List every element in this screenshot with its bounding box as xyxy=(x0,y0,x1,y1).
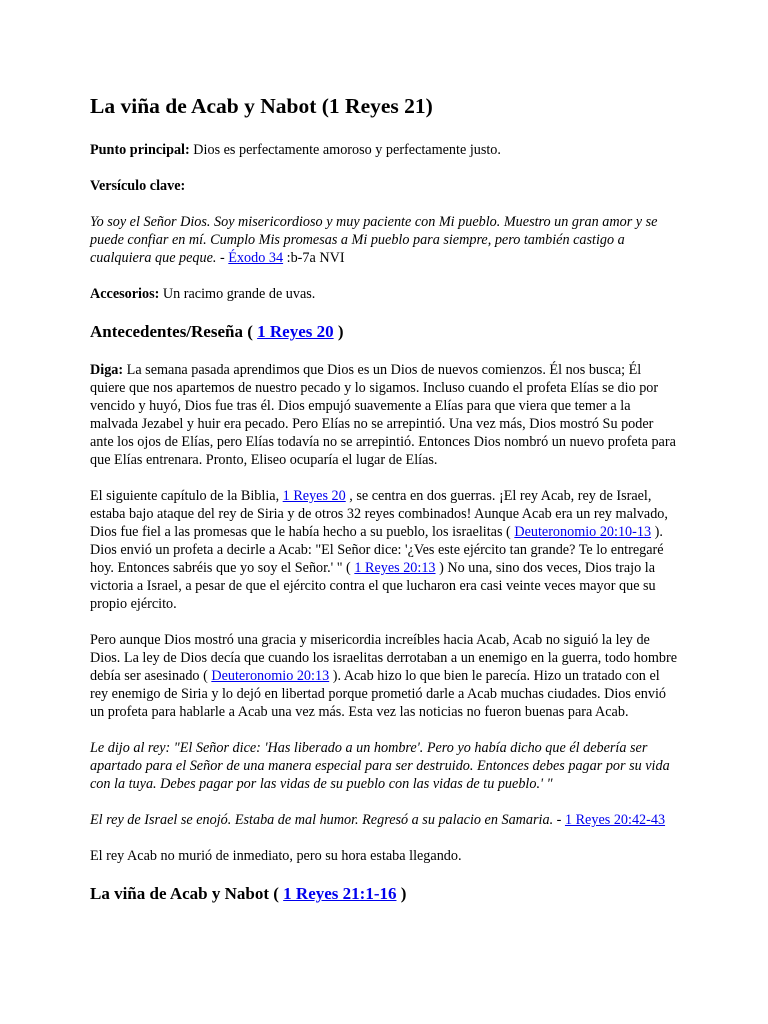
1-reyes-20-heading-link[interactable]: 1 Reyes 20 xyxy=(257,322,334,341)
para2-text-3: ). Dios envió un profeta a decirle a Acab: "El Señor dice: '¿Ves este ejército tan grande? Te lo entregaré hoy. Entonces sabréis que yo soy el Señor.' " ( xyxy=(90,524,664,576)
key-verse-text: Yo soy el Señor Dios. Soy misericordioso y muy paciente con Mi pueblo. Muestro un gran amor y se puede confiar en mí. Cumplo Mis promesas a Mi pueblo para siempre, pero también castigo a cualquiera que peque. xyxy=(90,214,658,266)
section1-prefix: Antecedentes/Reseña ( xyxy=(90,322,258,341)
para2-text-2: , se centra en dos guerras. ¡El rey Acab, rey de Israel, estaba bajo ataque del rey de Siria y de otros 32 reyes combinados! Aunque Acab era un rey malvado, Dios fue fiel a las promesas que le había hecho a su pueblo, los israelitas ( xyxy=(90,488,668,540)
quote2-text: El rey de Israel se enojó. Estaba de mal humor. Regresó a su palacio en Samaria. - xyxy=(90,812,565,828)
diga-text: La semana pasada aprendimos que Dios es un Dios de nuevos comienzos. Él nos busca; Él quiere que nos apartemos de nuestro pecado y lo sigamos. Incluso cuando el profeta Elías se dio por vencido y huyó, Dios fue tras él. Dios empujó suavemente a Elías para que viera que temer a la malvada Jezabel y huir era pecado. Pero Elías no se arrepintió. Una vez más, Dios mostró Su poder ante los ojos de Elías, pero Elías todavía no se arrepintió. Entonces Dios nombró un nuevo profeta para que Elías entrenara. Pronto, Eliseo ocuparía el lugar de Elías. xyxy=(90,362,676,468)
para2-text-4: ) No una, sino dos veces, Dios trajo la victoria a Israel, a pesar de que el ejército contra el que lucharon era casi veinte veces mayor que su propio ejército. xyxy=(90,560,656,612)
para3-text-1: Pero aunque Dios mostró una gracia y misericordia increíbles hacia Acab, Acab no siguió la ley de Dios. La ley de Dios decía que cuando los israelitas derrotaban a un enemigo en la guerra, todo hombre debía ser asesinado ( xyxy=(90,632,678,684)
exodus-34-link[interactable]: Éxodo 34 xyxy=(228,250,284,266)
props-text: Un racimo grande de uvas. xyxy=(159,286,316,302)
paragraph-next-chapter xyxy=(90,487,680,613)
section-background-heading xyxy=(90,321,680,343)
key-verse-label: Versículo clave: xyxy=(90,178,186,194)
quote-king xyxy=(90,811,680,829)
paragraph-diga xyxy=(90,361,680,469)
main-point xyxy=(90,141,680,159)
diga-label: Diga: xyxy=(90,362,124,378)
props xyxy=(90,285,680,303)
section2-prefix: La viña de Acab y Nabot ( xyxy=(90,884,284,903)
1-reyes-21-1-16-link[interactable]: 1 Reyes 21:1-16 xyxy=(283,884,397,903)
paragraph-law xyxy=(90,631,680,721)
quote-prophet: Le dijo al rey: "El Señor dice: 'Has liberado a un hombre'. Pero yo había dicho que él debería ser apartado para el Señor de una manera especial para ser destruido. Entonces debes pagar por su vida con la tuya. Debes pagar por las vidas de su pueblo con las vidas de tu pueblo.' " xyxy=(90,740,670,792)
section1-suffix: ) xyxy=(333,322,344,341)
key-verse-heading xyxy=(90,177,680,195)
deuteronomio-20-13-link[interactable]: Deuteronomio 20:13 xyxy=(211,668,330,684)
deuteronomio-20-10-13-link[interactable]: Deuteronomio 20:10-13 xyxy=(514,524,652,540)
1-reyes-20-13-link[interactable]: 1 Reyes 20:13 xyxy=(354,560,436,576)
1-reyes-20-link[interactable]: 1 Reyes 20 xyxy=(282,488,346,504)
para3-text-2: ). Acab hizo lo que bien le parecía. Hizo un tratado con el rey enemigo de Siria y lo dejó en libertad porque prometió darle a Acab muchas ciudades. Dios envió un profeta para hablarle a Acab una vez más. Esta vez las noticias no fueron buenas para Acab. xyxy=(90,668,666,720)
page-title: La viña de Acab y Nabot (1 Reyes 21) xyxy=(90,94,433,118)
document-content xyxy=(90,93,680,923)
1-reyes-20-42-43-link[interactable]: 1 Reyes 20:42-43 xyxy=(564,812,666,828)
key-verse xyxy=(90,213,680,267)
main-point-text: Dios es perfectamente amoroso y perfectamente justo. xyxy=(189,142,501,158)
key-verse-tail: :b-7a NVI xyxy=(283,250,345,266)
section2-suffix: ) xyxy=(396,884,407,903)
paragraph-closing: El rey Acab no murió de inmediato, pero su hora estaba llegando. xyxy=(90,848,462,864)
main-point-label: Punto principal: xyxy=(90,142,190,158)
key-verse-sep: - xyxy=(216,250,229,266)
section-vineyard-heading xyxy=(90,883,680,905)
props-label: Accesorios: xyxy=(90,286,160,302)
para2-text-1: El siguiente capítulo de la Biblia, xyxy=(90,488,283,504)
